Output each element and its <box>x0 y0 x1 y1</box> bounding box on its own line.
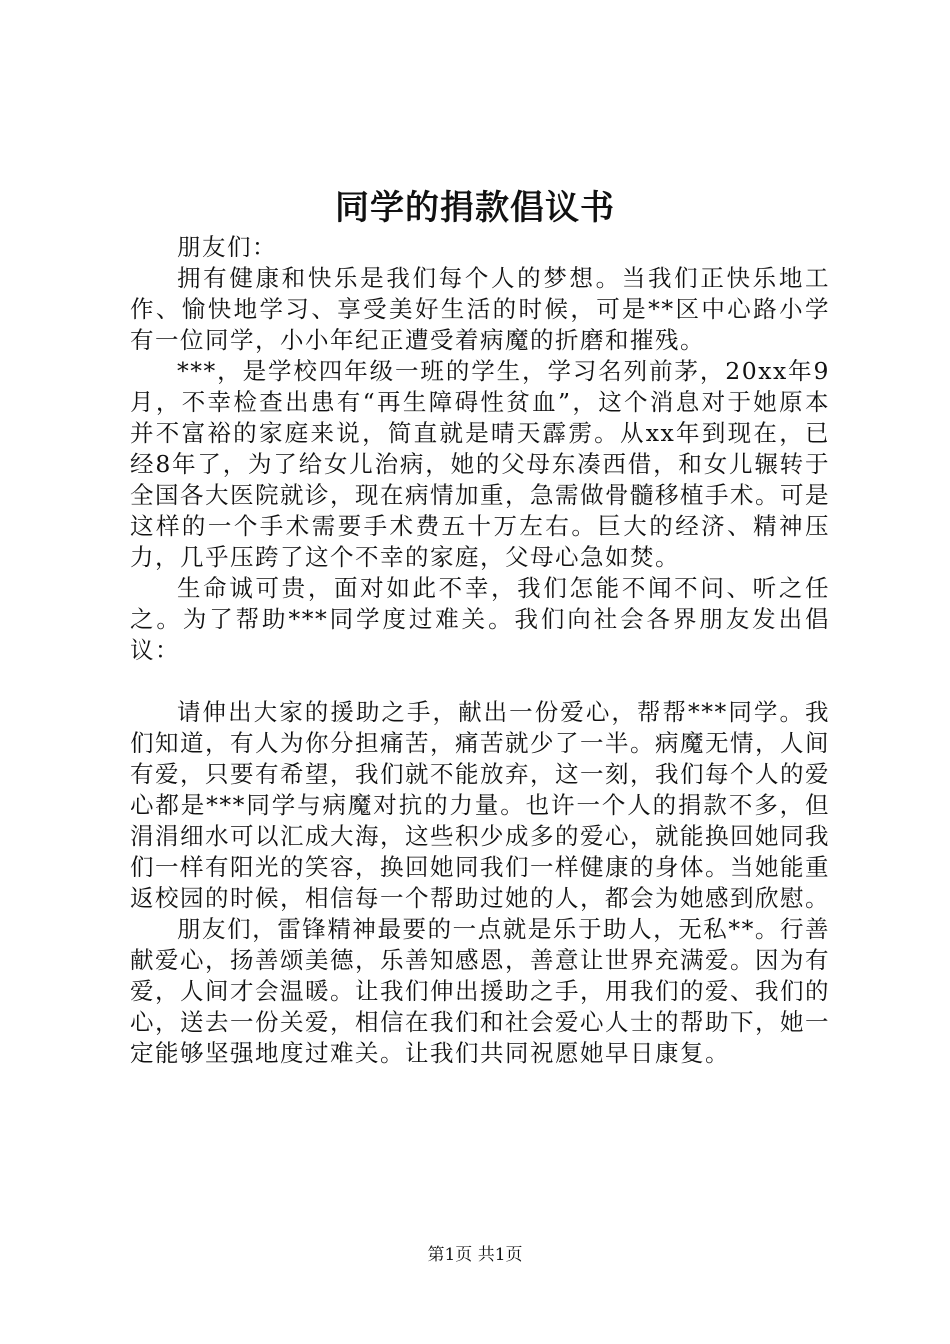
paragraph-call-to-help: 请伸出大家的援助之手，献出一份爱心，帮帮***同学。我们知道，有人为你分担痛苦，痛苦就少了一半。病魔无情，人间有爱，只要有希望，我们就不能放弃，这一刻，我们每个人的爱心都是***同学与病魔对抗的力量。也许一个人的捐款不多，但涓涓细水可以汇成大海，这些积少成多的爱心，就能换回她同我们一样有阳光的笑容，换回她同我们一样健康的身体。当她能重返校园的时候，相信每一个帮助过她的人，都会为她感到欣慰。 <box>130 698 830 912</box>
document-title: 同学的捐款倡议书 <box>335 188 615 228</box>
paragraph-illness-story: ***，是学校四年级一班的学生，学习名列前茅，20xx年9月，不幸检查出患有“再生障碍性贫血”，这个消息对于她原本并不富裕的家庭来说，简直就是晴天霹雳。从xx年到现在，已经8年了，为了给女儿治病，她的父母东凑西借，和女儿辗转于全国各大医院就诊，现在病情加重，急需做骨髓移植手术。可是这样的一个手术需要手术费五十万左右。巨大的经济、精神压力，几乎压跨了这个不幸的家庭，父母心急如焚。 <box>130 357 830 571</box>
paragraph-closing: 朋友们，雷锋精神最要的一点就是乐于助人，无私**。行善献爱心，扬善颂美德，乐善知感恩，善意让世界充满爱。因为有爱，人间才会温暖。让我们伸出援助之手，用我们的爱、我们的心，送去一份关爱，相信在我们和社会爱心人士的帮助下，她一定能够坚强地度过难关。让我们共同祝愿她早日康复。 <box>130 915 830 1067</box>
document-body <box>130 232 830 1069</box>
paragraph-appeal: 生命诚可贵，面对如此不幸，我们怎能不闻不问、听之任之。为了帮助***同学度过难关。我们向社会各界朋友发出倡议： <box>130 574 830 664</box>
paragraph-health-dream: 拥有健康和快乐是我们每个人的梦想。当我们正快乐地工作、愉快地学习、享受美好生活的时候，可是**区中心路小学有一位同学，小小年纪正遭受着病魔的折磨和摧残。 <box>130 264 830 354</box>
page-number-footer: 第1页 共1页 <box>427 1245 523 1265</box>
salutation: 朋友们： <box>177 233 277 261</box>
